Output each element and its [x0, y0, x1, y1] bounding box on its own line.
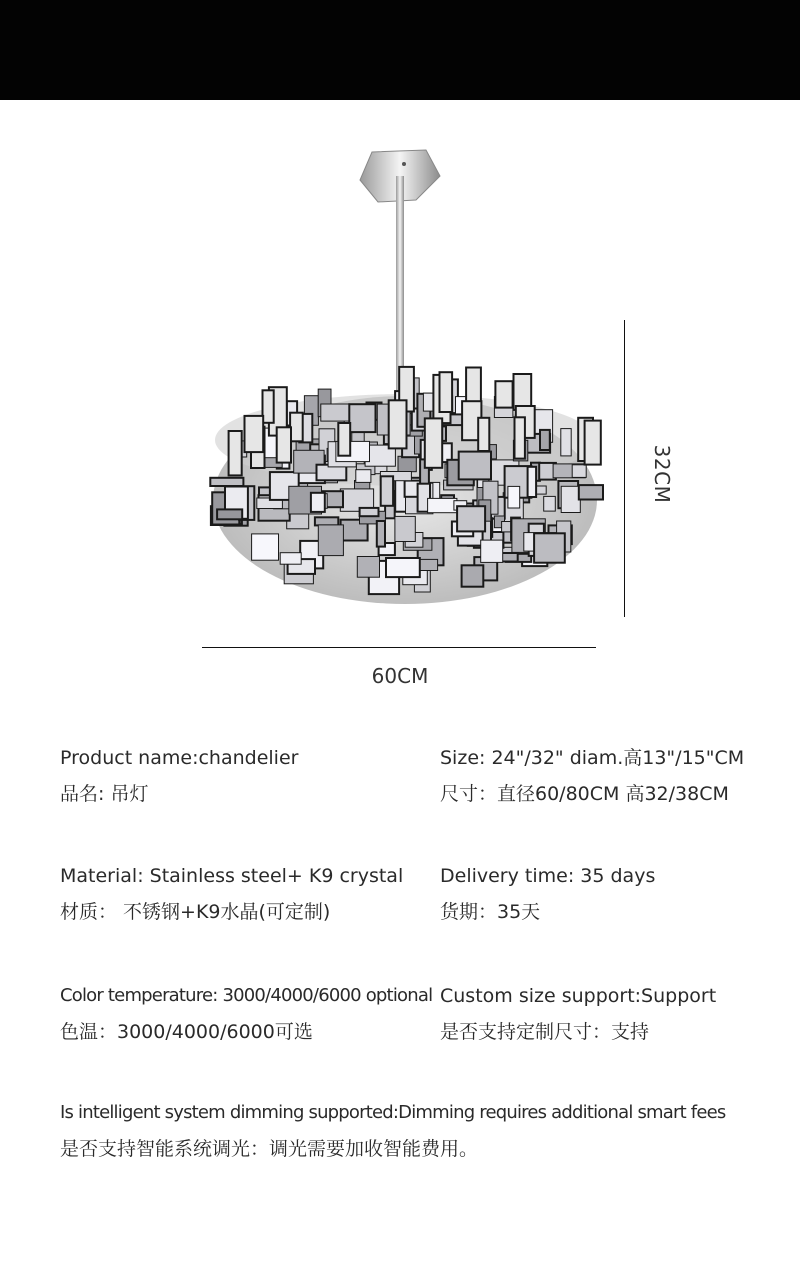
crystal-block — [585, 421, 601, 465]
crystal-block — [245, 416, 264, 452]
crystal-block — [321, 404, 353, 421]
spec-dimming — [60, 1095, 725, 1167]
spec-material-zh: 材质： 不锈钢+K9水晶(可定制) — [60, 901, 331, 923]
crystal-block — [440, 372, 453, 412]
spec-delivery-en: Delivery time: 35 days — [440, 865, 656, 887]
crystal-block — [466, 368, 481, 403]
crystal-block — [457, 506, 485, 531]
spec-color-temperature-en: Color temperature: 3000/4000/6000 optional — [60, 985, 433, 1006]
suspension-rod — [396, 176, 404, 390]
spec-size-zh: 尺寸：直径60/80CM 高32/38CM — [440, 783, 729, 805]
spec-dimming-en: Is intelligent system dimming supported:Dimming requires additional smart fees — [60, 1102, 726, 1123]
spec-material — [60, 858, 403, 930]
crystal-block — [277, 427, 291, 462]
crystal-block — [495, 381, 512, 407]
spec-color-temperature — [60, 978, 432, 1050]
spec-delivery-zh: 货期：35天 — [440, 901, 541, 923]
crystal-pattern — [210, 367, 603, 594]
spec-product-name-zh: 品名: 吊灯 — [60, 783, 149, 805]
crystal-block — [462, 565, 484, 586]
spec-product-name-en: Product name:chandelier — [60, 747, 299, 769]
top-banner-bar — [0, 0, 800, 100]
spec-color-temperature-zh: 色温：3000/4000/6000可选 — [60, 1021, 313, 1043]
crystal-block — [389, 400, 407, 448]
spec-dimming-zh: 是否支持智能系统调光：调光需要加收智能费用。 — [60, 1138, 479, 1160]
crystal-block — [252, 534, 279, 560]
spec-size-en: Size: 24"/32" diam.高13"/15"CM — [440, 747, 745, 769]
crystal-block — [357, 557, 379, 578]
crystal-block — [459, 452, 491, 480]
crystal-block — [579, 485, 603, 499]
crystal-block — [229, 431, 242, 475]
crystal-block — [528, 467, 537, 497]
crystal-block — [540, 430, 550, 450]
crystal-block — [280, 553, 301, 565]
crystal-block — [561, 429, 571, 456]
crystal-block — [395, 516, 415, 541]
crystal-block — [572, 465, 586, 478]
crystal-block — [360, 508, 379, 516]
chandelier-product-image — [0, 100, 800, 720]
crystal-block — [386, 558, 420, 577]
height-dimension-line — [624, 320, 625, 617]
width-dimension-line — [202, 647, 596, 648]
crystal-block — [425, 418, 442, 467]
crystal-block — [508, 486, 520, 508]
crystal-block — [210, 478, 243, 486]
crystal-block — [428, 498, 457, 512]
crystal-block — [217, 509, 242, 519]
crystal-block — [544, 496, 556, 511]
height-dimension-label: 32CM — [650, 444, 674, 504]
spec-material-en: Material: Stainless steel+ K9 crystal — [60, 865, 404, 887]
crystal-block — [398, 456, 416, 471]
width-dimension-label: 60CM — [371, 664, 429, 688]
spec-product-name — [60, 740, 298, 812]
spec-custom-size-zh: 是否支持定制尺寸：支持 — [440, 1021, 650, 1043]
crystal-block — [534, 533, 565, 562]
spec-size — [440, 740, 744, 812]
spec-custom-size — [440, 978, 716, 1050]
crystal-block — [478, 418, 489, 451]
crystal-block — [356, 470, 371, 483]
crystal-block — [381, 476, 393, 506]
crystal-block — [515, 417, 525, 458]
crystal-block — [481, 540, 503, 562]
crystal-block — [514, 374, 532, 410]
spec-delivery — [440, 858, 655, 930]
crystal-block — [315, 517, 338, 525]
crystal-block — [338, 423, 350, 456]
crystal-block — [318, 525, 343, 556]
crystal-block — [377, 521, 385, 547]
crystal-block — [561, 486, 580, 512]
crystal-block — [349, 404, 375, 432]
spec-custom-size-en: Custom size support:Support — [440, 985, 717, 1007]
crystal-block — [311, 493, 325, 512]
